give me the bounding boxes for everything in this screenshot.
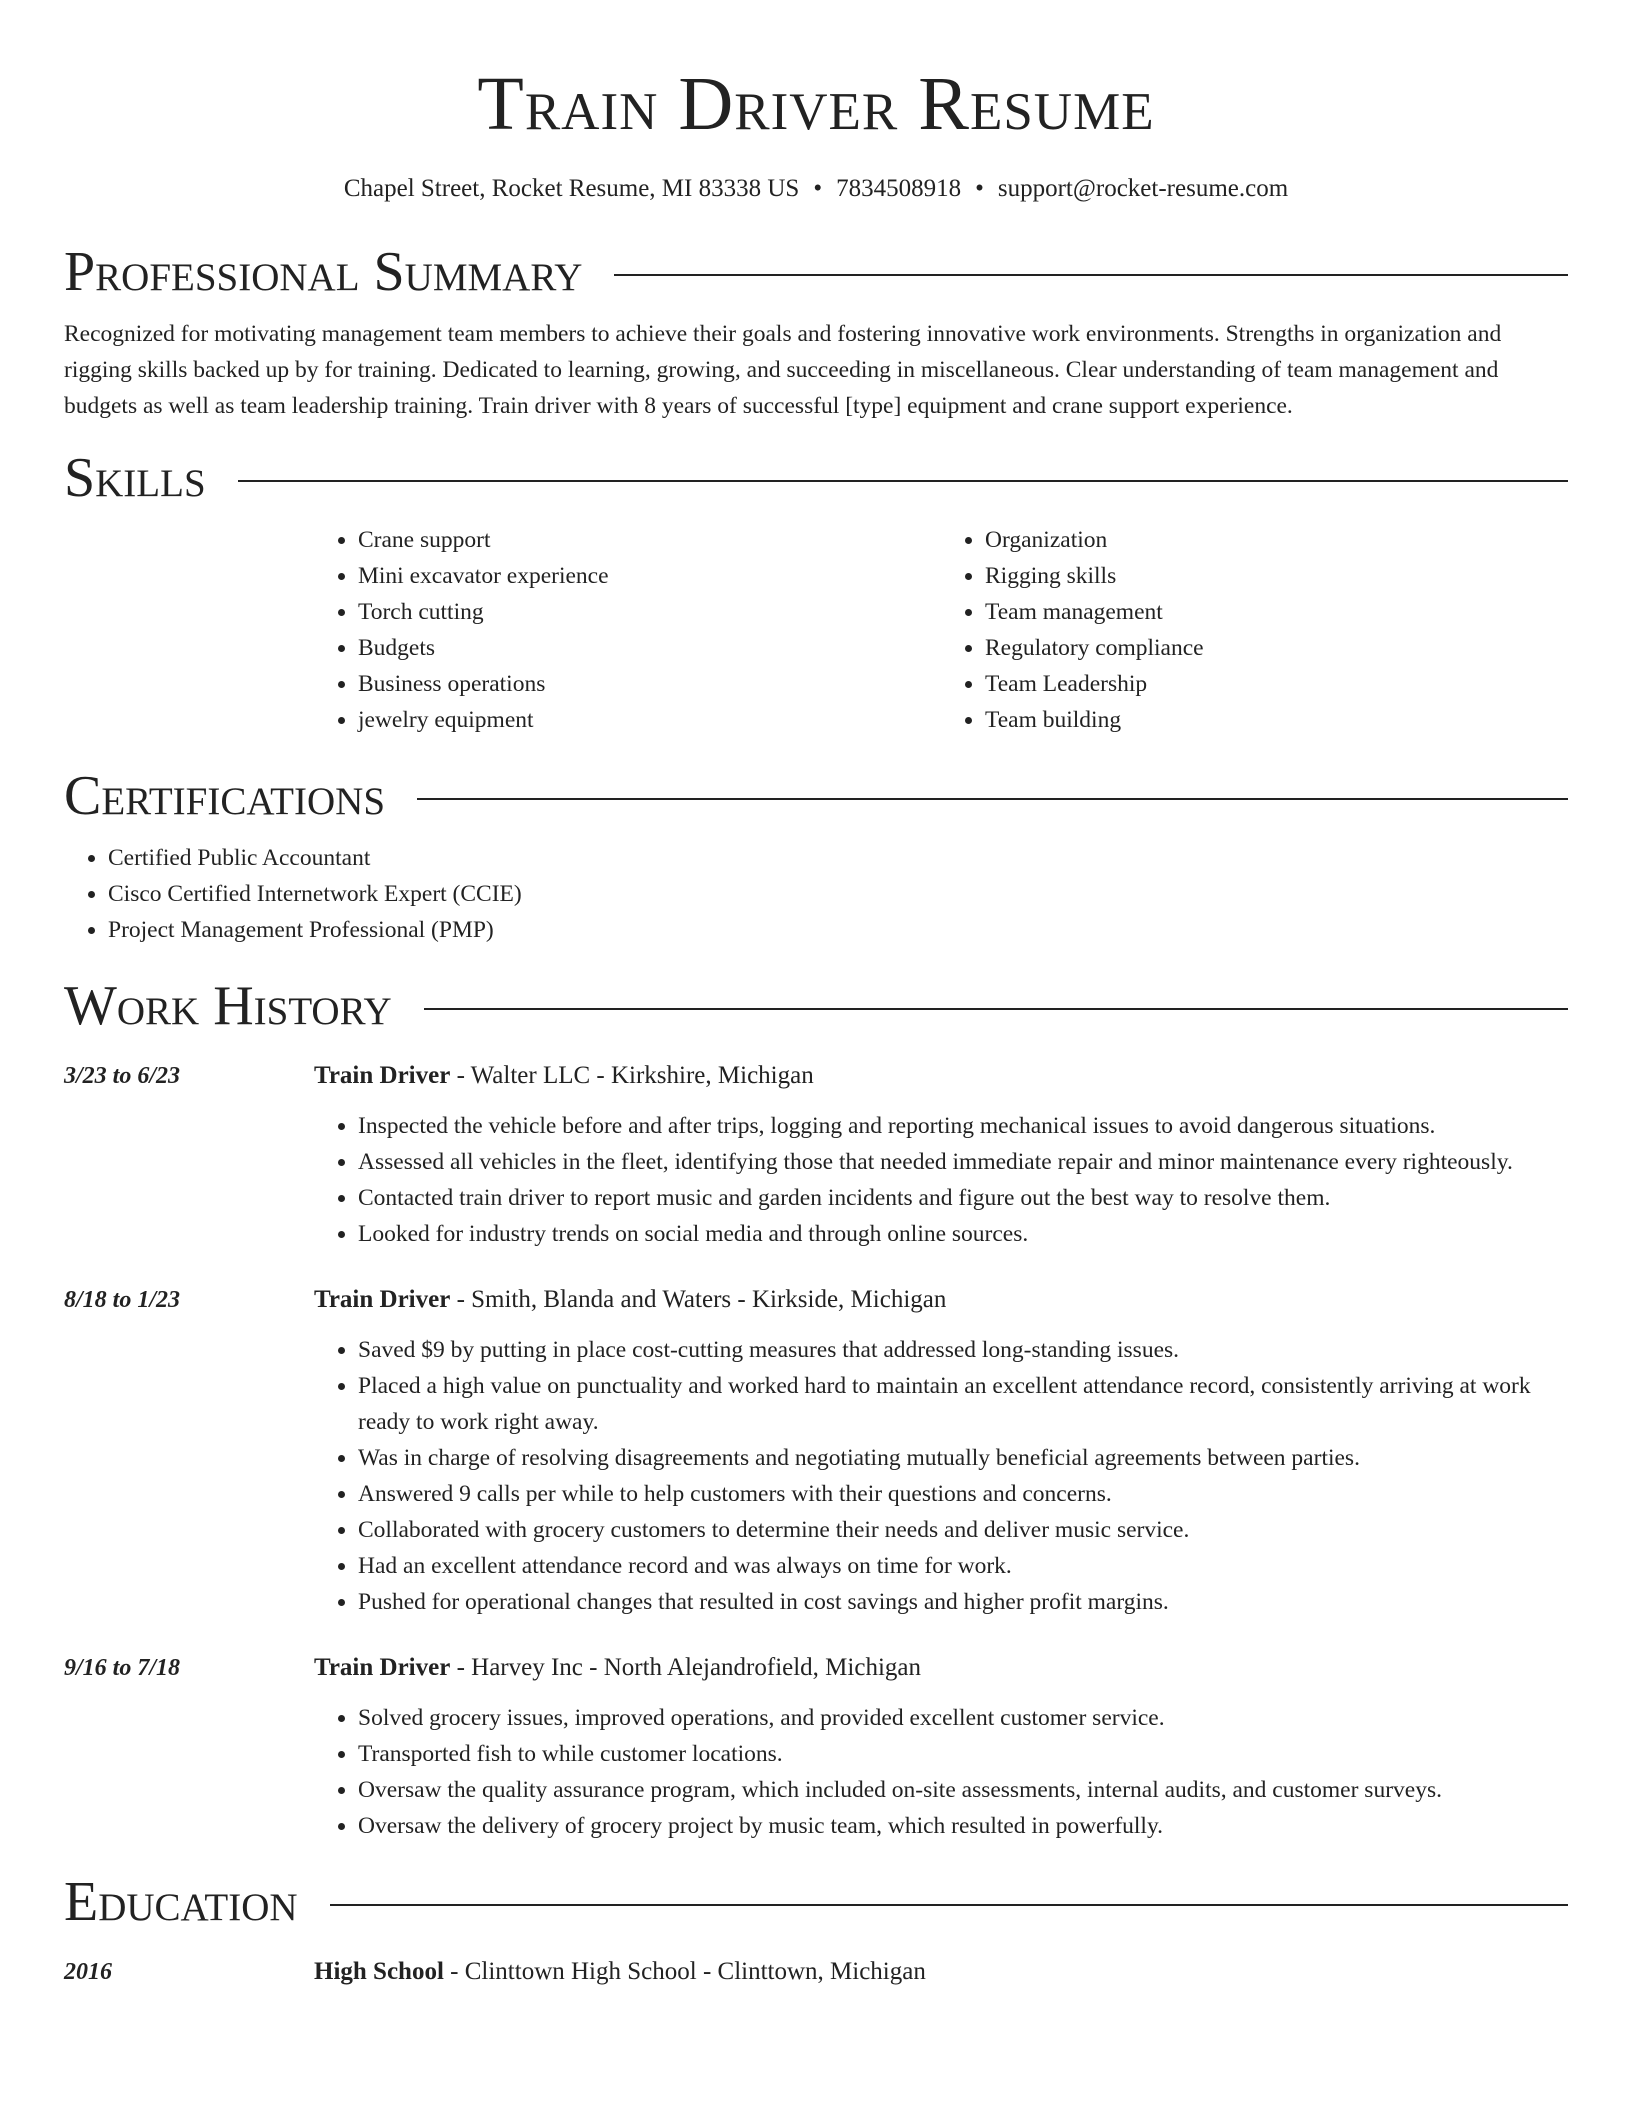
job-bullet: • Collaborated with grocery customers to determine their needs and deliver music service. bbox=[358, 1512, 1568, 1548]
job-bullet: • Inspected the vehicle before and after trips, logging and reporting mechanical issues to avoid dangerous situations. bbox=[358, 1108, 1568, 1144]
job-title: Train Driver bbox=[314, 1062, 451, 1089]
skills-section-header bbox=[64, 448, 1568, 508]
job-bullets bbox=[314, 1108, 1568, 1252]
skill-item: • Regulatory compliance bbox=[985, 630, 1568, 666]
job-bullet: • Oversaw the quality assurance program, which included on-site assessments, internal audits, and customer surveys. bbox=[358, 1772, 1568, 1808]
job-bullet: • Answered 9 calls per while to help customers with their questions and concerns. bbox=[358, 1476, 1568, 1512]
job-content bbox=[314, 1650, 1568, 1844]
section-divider bbox=[424, 1008, 1568, 1010]
job-bullets bbox=[314, 1700, 1568, 1844]
education-entry bbox=[64, 1954, 1568, 1990]
contact-address: Chapel Street, Rocket Resume, MI 83338 US bbox=[343, 175, 800, 202]
job-bullets bbox=[314, 1332, 1568, 1620]
job-entry bbox=[64, 1282, 1568, 1620]
summary-heading: Professional Summary bbox=[64, 241, 583, 303]
certifications-heading: Certifications bbox=[64, 765, 386, 827]
skill-item: • Crane support bbox=[358, 522, 941, 558]
contact-phone: 7834508918 bbox=[836, 175, 962, 202]
skills-list bbox=[314, 522, 1568, 738]
section-divider bbox=[238, 480, 1568, 482]
section-divider bbox=[614, 274, 1568, 276]
skill-item: • Budgets bbox=[358, 630, 941, 666]
work-history-section-header bbox=[64, 976, 1568, 1036]
skill-item: • Organization bbox=[985, 522, 1568, 558]
job-bullet: • Transported fish to while customer locations. bbox=[358, 1736, 1568, 1772]
job-content bbox=[314, 1282, 1568, 1620]
certifications-list bbox=[64, 840, 1568, 948]
job-dates: 3/23 to 6/23 bbox=[64, 1063, 181, 1089]
job-title-line bbox=[314, 1058, 1568, 1094]
job-entry bbox=[64, 1650, 1568, 1844]
skill-item: • Team management bbox=[985, 594, 1568, 630]
summary-section-header bbox=[64, 242, 1568, 302]
skill-item: • jewelry equipment bbox=[358, 702, 941, 738]
job-entry bbox=[64, 1058, 1568, 1252]
certification-item: • Project Management Professional (PMP) bbox=[108, 912, 1568, 948]
skill-item: • Rigging skills bbox=[985, 558, 1568, 594]
job-employer: - Harvey Inc - North Alejandrofield, Michigan bbox=[450, 1654, 921, 1681]
section-divider bbox=[330, 1904, 1568, 1906]
job-bullet: • Was in charge of resolving disagreements and negotiating mutually beneficial agreements between parties. bbox=[358, 1440, 1568, 1476]
section-divider bbox=[417, 798, 1568, 800]
job-bullet: • Placed a high value on punctuality and worked hard to maintain an excellent attendance record, consistently arriving at work ready to work right away. bbox=[358, 1368, 1568, 1440]
work-history-heading: Work History bbox=[64, 975, 392, 1037]
job-bullet: • Assessed all vehicles in the fleet, identifying those that needed immediate repair and minor maintenance every righteously. bbox=[358, 1144, 1568, 1180]
certification-item: • Cisco Certified Internetwork Expert (CCIE) bbox=[108, 876, 1568, 912]
summary-text: Recognized for motivating management team members to achieve their goals and fostering innovative work environments. Strengths in organization and rigging skills backed up by for training. Dedicated to learning, growing, and succeeding in miscellaneous. Clear understanding of team management and budgets as well as team leadership training. Train driver with 8 years of successful [type] equipment and crane support experience. bbox=[64, 321, 1502, 419]
job-content bbox=[314, 1058, 1568, 1252]
education-year: 2016 bbox=[64, 1959, 112, 1985]
job-bullet: • Contacted train driver to report music and garden incidents and figure out the best way to resolve them. bbox=[358, 1180, 1568, 1216]
skill-item: • Torch cutting bbox=[358, 594, 941, 630]
resume-title: Train Driver Resume bbox=[477, 62, 1155, 146]
job-employer: - Smith, Blanda and Waters - Kirkside, Michigan bbox=[450, 1286, 947, 1313]
education-section-header bbox=[64, 1872, 1568, 1932]
job-dates: 8/18 to 1/23 bbox=[64, 1287, 181, 1313]
education-school: - Clinttown High School - Clinttown, Michigan bbox=[443, 1958, 926, 1985]
job-dates: 9/16 to 7/18 bbox=[64, 1655, 181, 1681]
job-bullet: • Saved $9 by putting in place cost-cutting measures that addressed long-standing issues. bbox=[358, 1332, 1568, 1368]
contact-separator: • bbox=[813, 175, 823, 202]
skills-column-right bbox=[941, 522, 1568, 738]
job-bullet: • Pushed for operational changes that resulted in cost savings and higher profit margins. bbox=[358, 1584, 1568, 1620]
skill-item: • Team building bbox=[985, 702, 1568, 738]
education-title-line bbox=[314, 1954, 1568, 1990]
job-bullet: • Had an excellent attendance record and was always on time for work. bbox=[358, 1548, 1568, 1584]
job-bullet: • Solved grocery issues, improved operations, and provided excellent customer service. bbox=[358, 1700, 1568, 1736]
education-heading: Education bbox=[64, 1871, 298, 1933]
job-employer: - Walter LLC - Kirkshire, Michigan bbox=[450, 1062, 814, 1089]
resume-page bbox=[64, 0, 1568, 1990]
certification-item: • Certified Public Accountant bbox=[108, 840, 1568, 876]
job-title-line bbox=[314, 1650, 1568, 1686]
skill-item: • Business operations bbox=[358, 666, 941, 702]
education-degree: High School bbox=[314, 1958, 444, 1985]
skills-heading: Skills bbox=[64, 447, 206, 509]
skill-item: • Team Leadership bbox=[985, 666, 1568, 702]
job-bullet: • Oversaw the delivery of grocery project by music team, which resulted in powerfully. bbox=[358, 1808, 1568, 1844]
job-title: Train Driver bbox=[314, 1654, 451, 1681]
certifications-section-header bbox=[64, 766, 1568, 826]
education-content bbox=[314, 1954, 1568, 1990]
skill-item: • Mini excavator experience bbox=[358, 558, 941, 594]
contact-email: support@rocket-resume.com bbox=[997, 175, 1289, 202]
contact-separator: • bbox=[975, 175, 984, 202]
skills-column-left bbox=[314, 522, 941, 738]
job-title: Train Driver bbox=[314, 1286, 451, 1313]
job-title-line bbox=[314, 1282, 1568, 1318]
contact-line bbox=[64, 172, 1568, 206]
job-bullet: • Looked for industry trends on social media and through online sources. bbox=[358, 1216, 1568, 1252]
